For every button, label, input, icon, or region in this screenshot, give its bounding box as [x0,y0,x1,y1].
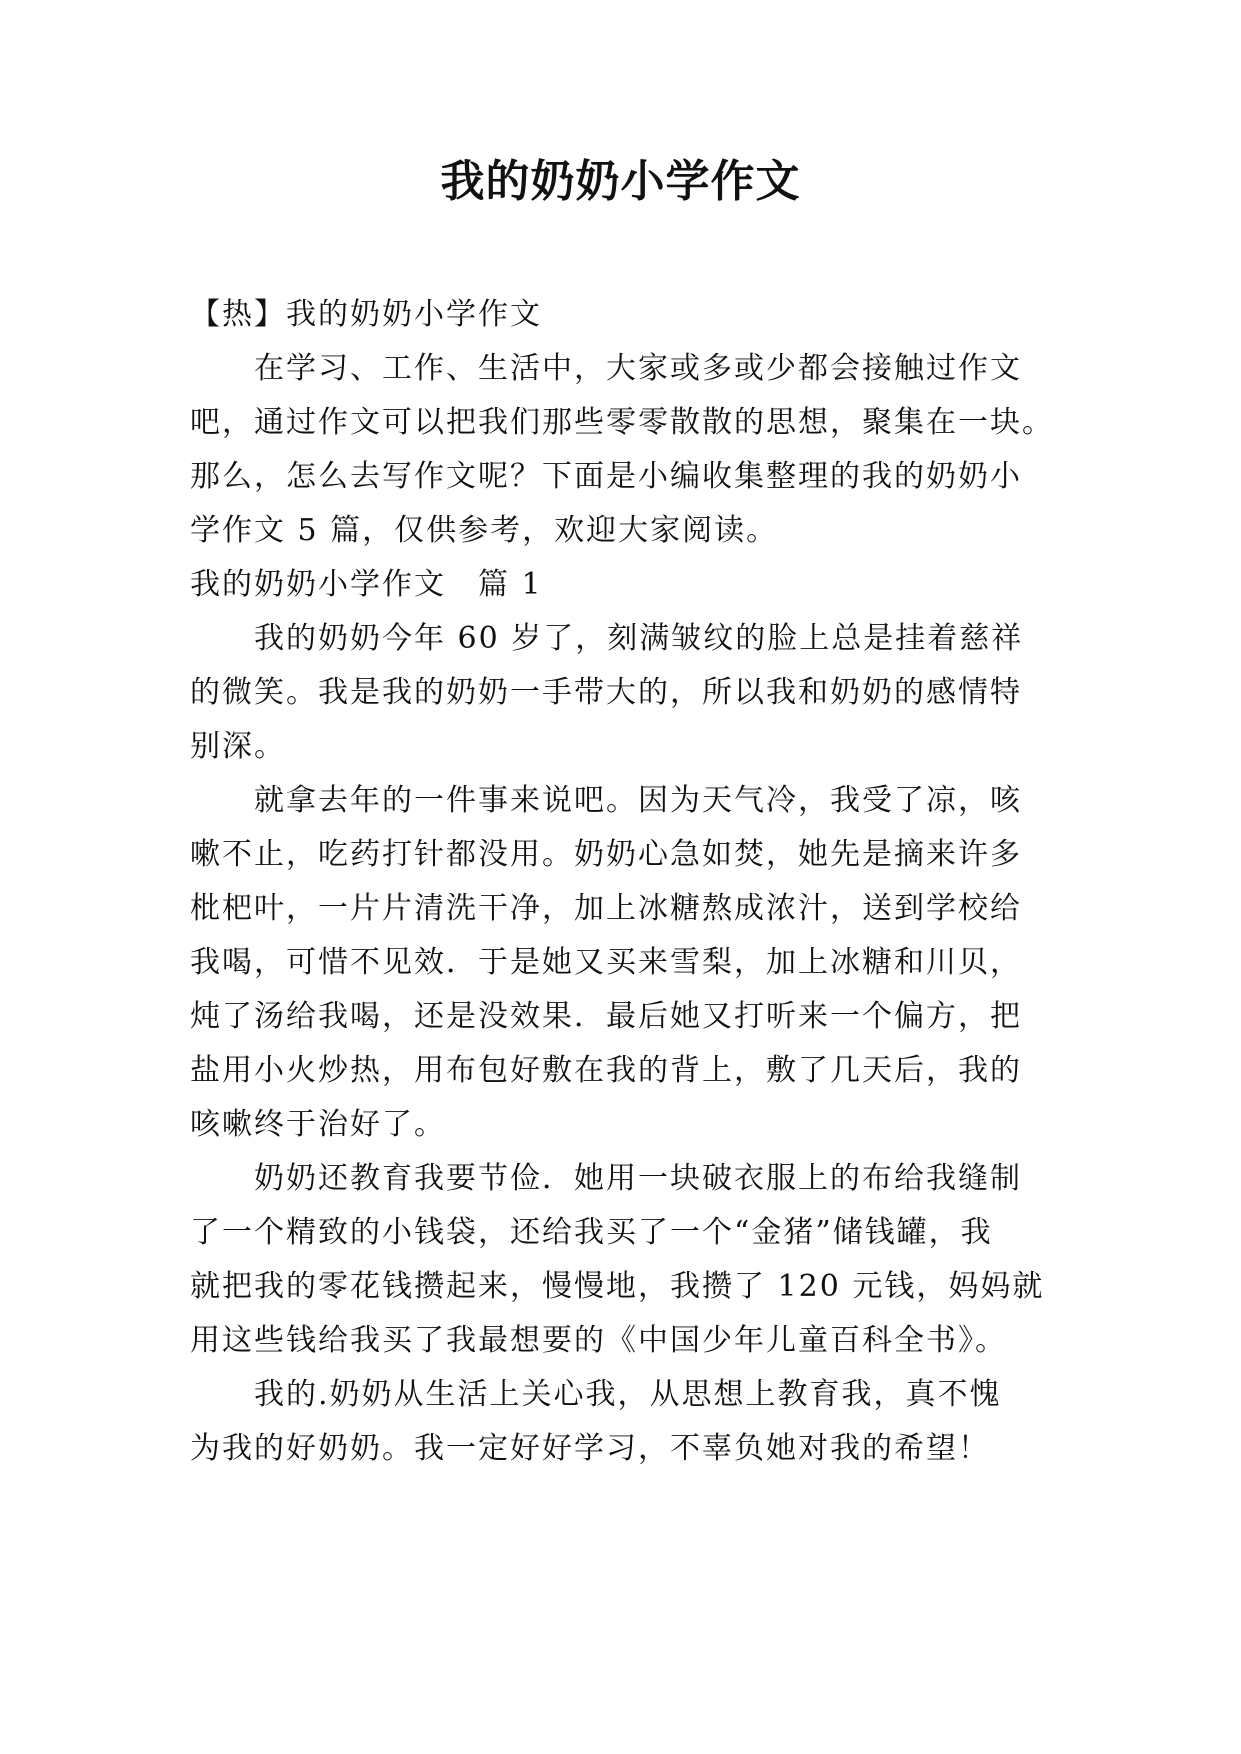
paragraph-2 [190,774,1054,1152]
paragraph-line: 枇杷叶，一片片清洗干净，加上冰糖熬成浓汁，送到学校给 [190,891,1022,926]
paragraph-line: 就把我的零花钱攒起来，慢慢地，我攒了 120 元钱，妈妈就 [190,1269,1045,1304]
paragraph-line: 炖了汤给我喝，还是没效果．最后她又打听来一个偏方，把 [190,999,1022,1034]
paragraph-line: 奶奶还教育我要节俭．她用一块破衣服上的布给我缝制 [190,1161,1022,1196]
intro-line: 那么，怎么去写作文呢？下面是小编收集整理的我的奶奶小 [190,459,1022,494]
paragraph-line: 嗽不止，吃药打针都没用。奶奶心急如焚，她先是摘来许多 [190,837,1022,872]
paragraph-4 [190,1368,1054,1476]
intro-line: 学作文 5 篇，仅供参考，欢迎大家阅读。 [190,513,779,548]
paragraph-line: 我的奶奶今年 60 岁了，刻满皱纹的脸上总是挂着慈祥 [190,621,1024,656]
paragraph-line: 的微笑。我是我的奶奶一手带大的，所以我和奶奶的感情特 [190,675,1022,710]
paragraph-line: 为我的好奶奶。我一定好好学习，不辜负她对我的希望！ [190,1431,990,1466]
paragraph-line: 我的.奶奶从生活上关心我，从思想上教育我，真不愧 [190,1377,1002,1412]
paragraph-line: 我喝，可惜不见效．于是她又买来雪梨，加上冰糖和川贝， [190,945,1022,980]
paragraph-line: 了一个精致的小钱袋，还给我买了一个“金猪”储钱罐，我 [190,1215,993,1250]
document-title: 我的奶奶小学作文 [440,156,801,207]
intro-paragraph [190,342,1054,558]
paragraph-line: 就拿去年的一件事来说吧。因为天气冷，我受了凉，咳 [190,783,1022,818]
article-heading: 【热】我的奶奶小学作文 [190,297,542,332]
paragraph-line: 盐用小火炒热，用布包好敷在我的背上，敷了几天后，我的 [190,1053,1022,1088]
section-heading: 我的奶奶小学作文 篇 1 [190,567,543,602]
paragraph-line: 咳嗽终于治好了。 [190,1107,446,1142]
paragraph-1 [190,612,1054,774]
paragraph-3 [190,1152,1054,1368]
paragraph-line: 用这些钱给我买了我最想要的《中国少年儿童百科全书》。 [190,1323,1007,1358]
intro-line: 在学习、工作、生活中，大家或多或少都会接触过作文 [190,351,1022,386]
document-body [190,288,1054,1476]
intro-line: 吧，通过作文可以把我们那些零零散散的思想，聚集在一块。 [190,405,1054,440]
paragraph-line: 别深。 [190,729,286,764]
